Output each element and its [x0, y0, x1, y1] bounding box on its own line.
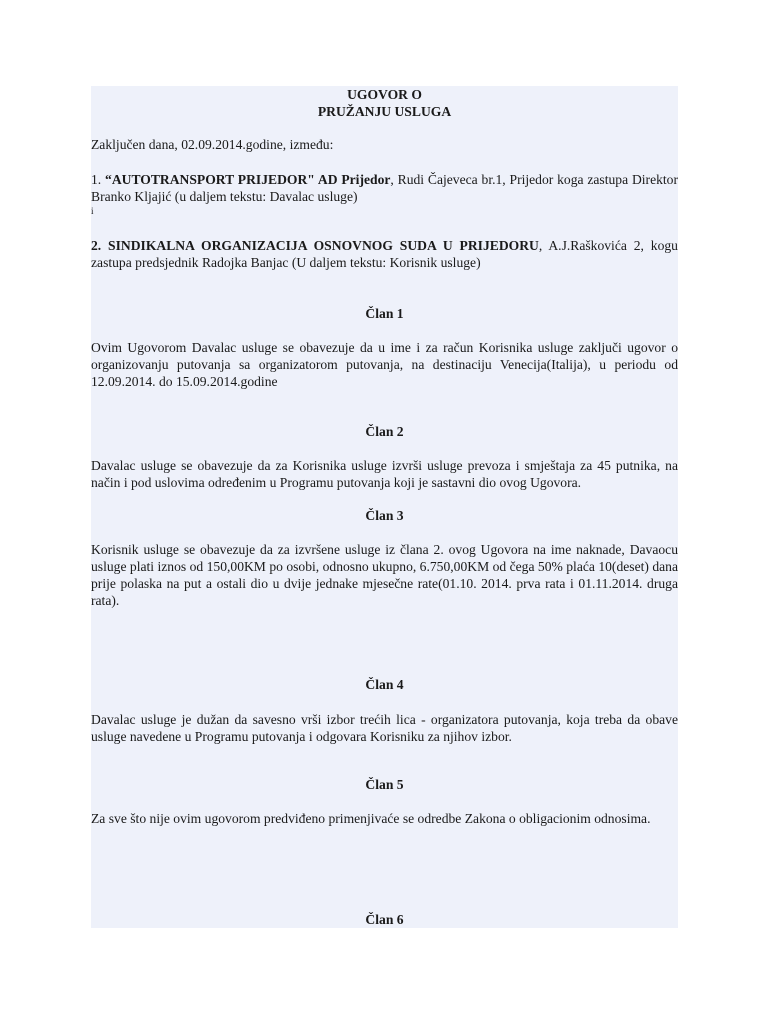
article-2-heading: Član 2 [365, 424, 404, 439]
party-2-paragraph [91, 237, 678, 271]
party-1-name: “AUTOTRANSPORT PRIJEDOR" AD Prijedor [105, 172, 391, 187]
article-6-heading: Član 6 [365, 912, 404, 927]
article-1-heading: Član 1 [365, 306, 404, 321]
party-1-details: , Rudi Čajeveca br.1, Prijedor koga zastupa Direktor Branko Kljajić (u daljem tekstu: Davalac usluge) [91, 172, 678, 204]
title-line-2: PRUŽANJU USLUGA [317, 104, 452, 119]
title-line-1: UGOVOR O [347, 87, 422, 102]
party-2-name: 2. SINDIKALNA ORGANIZACIJA OSNOVNOG SUDA U PRIJEDORU [91, 238, 539, 253]
article-3-heading: Član 3 [365, 508, 404, 523]
party-1-paragraph [91, 171, 678, 205]
party-2-details: , A.J.Raškovića 2, kogu zastupa predsjednik Radojka Banjac (U daljem tekstu: Korisnik usluge) [91, 238, 678, 270]
document-page [91, 86, 678, 928]
article-2-text: Davalac usluge se obavezuje da za Korisnika usluge izvrši usluge prevoza i smještaja za 45 putnika, na način i pod uslovima određenim u Programu putovanja koji je sastavni dio ovog Ugovora. [91, 458, 678, 490]
article-5-text: Za sve što nije ovim ugovorom predviđeno primenjivaće se odredbe Zakona o obligacionim odnosima. [91, 811, 651, 826]
party-1-marker: i [91, 206, 94, 216]
article-4-heading: Član 4 [365, 677, 404, 692]
article-3-text: Korisnik usluge se obavezuje da za izvršene usluge iz člana 2. ovog Ugovora na ime naknade, Davaocu usluge plati iznos od 150,00KM po osobi, odnosno ukupno, 6.750,00KM od čega 50% plaća 10(deset) dana prije polaska na put a ostali dio u dvije jednake mjesečne rate(01.10. 2014. prva rata i 01.11.2014. druga rata). [91, 542, 678, 608]
concluded-line: Zaključen dana, 02.09.2014.godine, između: [91, 137, 334, 152]
article-1-text: Ovim Ugovorom Davalac usluge se obavezuje da u ime i za račun Korisnika usluge zaključi ugovor o organizovanju putovanja sa organizatorom putovanja, na destinaciju Venecija(Italija), u periodu od 12.09.2014. do 15.09.2014.godine [91, 340, 678, 389]
party-1-prefix: 1. [91, 172, 102, 187]
article-4-text: Davalac usluge je dužan da savesno vrši izbor trećih lica - organizatora putovanja, koja treba da obave usluge navedene u Programu putovanja i odgovara Korisniku za njihov izbor. [91, 712, 678, 744]
article-5-heading: Član 5 [365, 777, 404, 792]
